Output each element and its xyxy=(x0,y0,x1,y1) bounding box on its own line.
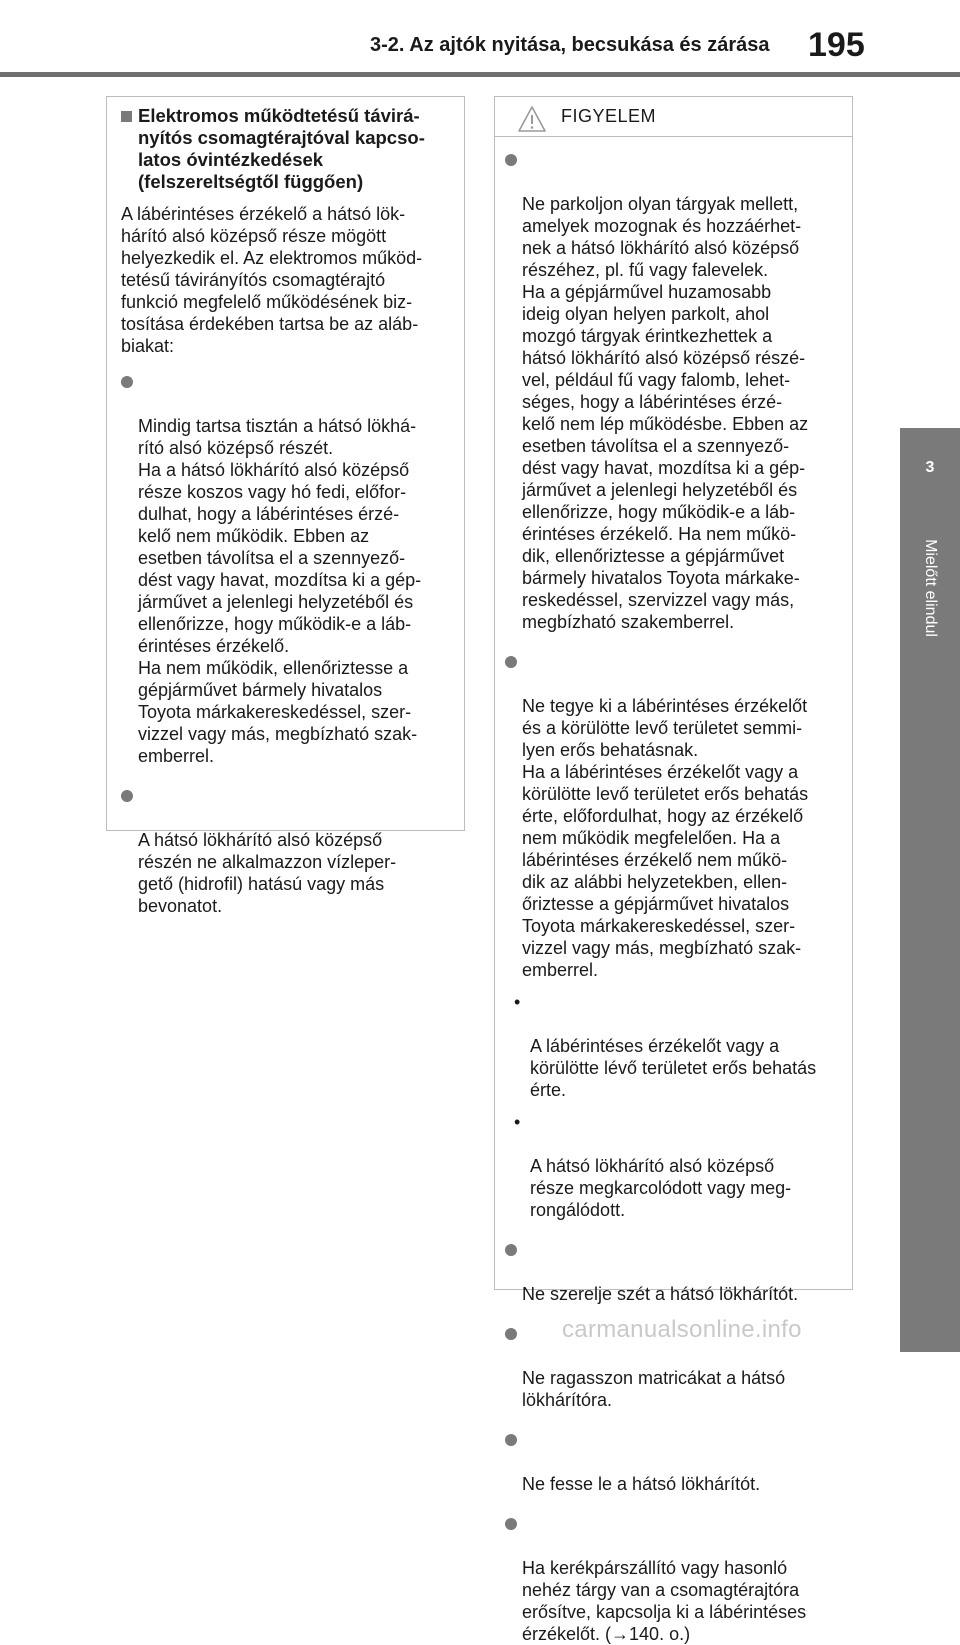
list-item-text: Ne fesse le a hátsó lökhárítót. xyxy=(522,1474,761,1494)
circle-bullet-icon xyxy=(505,656,517,668)
info-box xyxy=(106,96,465,916)
list-item-text: Ne szerelje szét a hátsó lökhárítót. xyxy=(522,1284,799,1304)
chapter-tab xyxy=(900,428,960,508)
box-heading xyxy=(121,105,450,193)
box-heading-text: Elektromos működtetésű távirá- nyítós csomagtérajtóval kapcso- latos óvintézkedések (felszereltségtől függően) xyxy=(138,105,425,192)
dot-bullet-icon: • xyxy=(514,992,521,1012)
square-bullet-icon xyxy=(121,111,132,122)
circle-bullet-icon xyxy=(121,790,133,802)
watermark: carmanualsonline.info xyxy=(562,1316,802,1343)
warning-header xyxy=(495,97,852,137)
circle-bullet-icon xyxy=(505,1328,517,1340)
list-item xyxy=(505,1239,840,1305)
chapter-label-strip xyxy=(900,508,960,668)
list-item xyxy=(505,1513,840,1645)
circle-bullet-icon xyxy=(505,154,517,166)
sub-list-item xyxy=(505,1111,840,1221)
list-item-text: Ha kerékpárszállító vagy hasonló nehéz tárgy van a csomagtérajtóra erősítve, kapcsolja ki a lábérintéses érzékelőt. (→140. o.) xyxy=(522,1558,807,1644)
warning-title: FIGYELEM xyxy=(561,106,657,126)
header-rule xyxy=(0,72,960,77)
circle-bullet-icon xyxy=(121,376,133,388)
list-item-text: Mindig tartsa tisztán a hátsó lökhá- rító alsó középső részét. Ha a hátsó lökhárító alsó középső része koszos vagy hó fedi, előfor- dulhat, hogy a lábérintéses érzé- kelő nem működik. Ebben az esetben távolítsa el a szennyező- dést vagy havat, mozdítsa ki a gép- járművet a jelenlegi helyzetéből és ellenőrizze, hogy működik-e a láb- érintéses érzékelő. Ha nem működik, ellenőriztesse a gépjárművet bármely hivatalos Toyota márkakereskedéssel, szer- vizzel vagy más, megbízható szak- emberrel. xyxy=(138,416,422,766)
list-item-text: Ne ragasszon matricákat a hátsó lökhárítóra. xyxy=(522,1368,786,1410)
warning-body xyxy=(495,137,852,1645)
circle-bullet-icon xyxy=(505,1244,517,1256)
section-title: 3-2. Az ajtók nyitása, becsukása és zárása xyxy=(370,34,770,56)
list-item xyxy=(505,149,840,633)
list-item xyxy=(121,371,450,767)
circle-bullet-icon xyxy=(505,1434,517,1446)
list-item-text: Ne tegye ki a lábérintéses érzékelőt és a körülötte levő területet semmi- lyen erős behatásnak. Ha a lábérintéses érzékelőt vagy a körülötte levő területet erős behatás érte, előfordulhat, hogy az érzékelő nem működik megfelelően. Ha a lábérintéses érzékelő nem műkö- dik az alábbi helyzetekben, ellen- őriztesse a gépjárművet hivatalos Toyota márkakereskedéssel, szer- vizzel vagy más, megbízható szak- emberrel. xyxy=(522,696,809,980)
intro-paragraph: A lábérintéses érzékelő a hátsó lök- hárító alsó középső része mögött helyezkedik el. Az elektromos működ- tetésű távirányítós csomagtérajtó funkció megfelelő működésének biz- tosítása érdekében tartsa be az aláb- biakat: xyxy=(121,204,423,356)
dot-bullet-icon: • xyxy=(514,1112,521,1132)
list-item-text: A hátsó lökhárító alsó középső részén ne alkalmazzon vízleper- gető (hidrofil) hatású vagy más bevonatot. xyxy=(138,830,397,916)
list-item xyxy=(505,651,840,981)
chapter-number: 3 xyxy=(925,459,935,476)
list-item xyxy=(505,1429,840,1495)
sub-list-item-text: A lábérintéses érzékelőt vagy a körülötte lévő területet erős behatás érte. xyxy=(530,1036,817,1100)
page-number: 195 xyxy=(808,26,865,64)
sub-list-item xyxy=(505,991,840,1101)
chapter-strip xyxy=(900,668,960,1352)
warning-triangle-icon xyxy=(517,105,547,133)
circle-bullet-icon xyxy=(505,1518,517,1530)
list-item-text: Ne parkoljon olyan tárgyak mellett, amelyek mozognak és hozzáérhet- nek a hátsó lökhárító alsó középső részéhez, pl. fű vagy falevelek. Ha a gépjárművel huzamosabb ideig olyan helyen parkolt, ahol mozgó tárgyak érintkezhettek a hátsó lökhárító alsó középső részé- vel, például fű vagy falomb, lehet- séges, hogy a lábérintéses érzé- kelő nem lép működésbe. Ebben az esetben távolítsa el a szennyező- dést vagy havat, mozdítsa ki a gép- járművet a jelenlegi helyzetéből és ellenőrizze, hogy működik-e a láb- érintéses érzékelő. Ha nem műkö- dik, ellenőriztesse a gépjárművet bármely hivatalos Toyota márkake- reskedéssel, szervizzel vagy más, megbízható szakemberrel. xyxy=(522,194,809,632)
chapter-label: Mielőtt elindul xyxy=(922,539,939,637)
sub-list-item-text: A hátsó lökhárító alsó középső része megkarcolódott vagy meg- rongálódott. xyxy=(530,1156,792,1220)
list-item xyxy=(121,785,450,917)
